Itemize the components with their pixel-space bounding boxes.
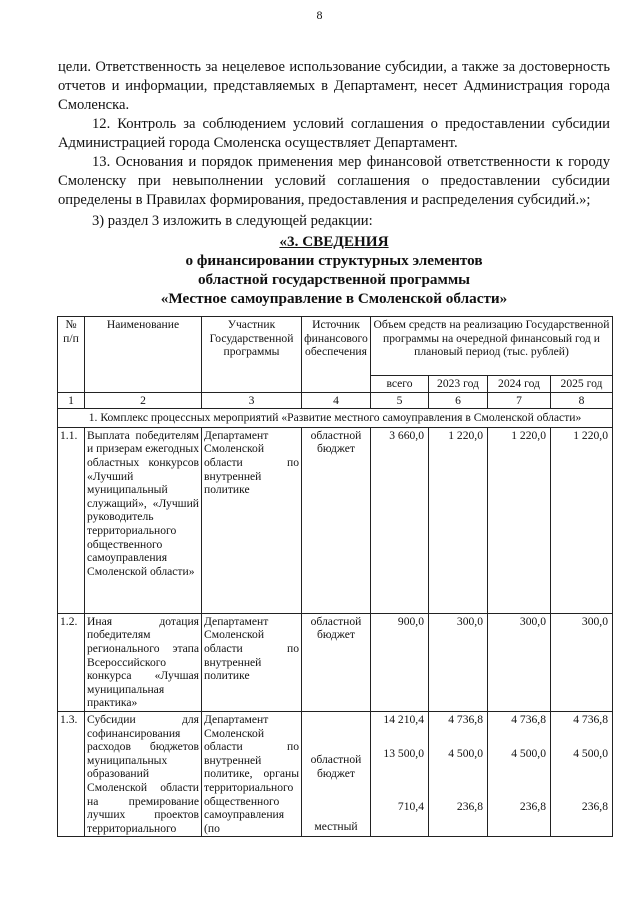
row-name: Выплата победителям и призерам ежегодных областных конкурсов «Лучший муниципальный служащий», «Лучший руководитель территориального общественного самоуправления Смоленской области» [85,427,202,613]
row-source-regional: областной бюджет [310,752,362,780]
header-2023: 2023 год [429,376,488,393]
row-2024-regional: 4 500,0 [511,746,546,760]
row-2024-local: 236,8 [519,800,546,814]
table-row [58,613,613,711]
row-total: 3 660,0 [371,427,429,613]
row-2025: 1 220,0 [551,427,613,613]
paragraph-section-3-edit: 3) раздел 3 изложить в следующей редакции: [92,213,373,229]
header-source: Источник финансового обеспечения [302,317,371,393]
table-header-row [58,317,613,376]
row-2024: 1 220,0 [488,427,551,613]
header-participant: Участник Государственной программы [202,317,302,393]
row-2023 [429,711,488,836]
row-2025-regional: 4 500,0 [573,746,608,760]
section-title: 1. Комплекс процессных мероприятий «Развитие местного самоуправления в Смоленской области» [58,409,613,428]
row-2025-sum: 4 736,8 [573,712,608,726]
heading-line-3: областной государственной программы [197,271,471,288]
paragraph-responsibility: цели. Ответственность за нецелевое использование субсидии, а также за достоверность отчетов и информации, представляемых в Департамент, несет Администрация города Смоленска. [58,59,610,113]
row-2023: 1 220,0 [429,427,488,613]
row-sources [302,711,371,836]
row-2023-sum: 4 736,8 [448,712,483,726]
row-participant: Департамент Смоленской области по внутренней политике [202,427,302,613]
row-source-local: местный [314,820,358,834]
row-participant: Департамент Смоленской области по внутренней политике, органы территориального общественного самоуправления (по [202,711,302,836]
heading-line-4: «Местное самоуправление в Смоленской области» [160,290,508,307]
heading-line-2: о финансировании структурных элементов [185,252,483,269]
row-2025: 300,0 [551,613,613,711]
column-number-row [58,392,613,409]
heading-line-1: «3. СВЕДЕНИЯ [279,233,389,250]
row-2023-regional: 4 500,0 [448,746,483,760]
header-num: № п/п [58,317,85,393]
col-number: 8 [551,392,613,409]
row-num: 1.2. [58,613,85,711]
row-total-sum: 14 210,4 [383,712,424,726]
row-source: областной бюджет [302,427,371,613]
header-total: всего [371,376,429,393]
row-2025-local: 236,8 [581,800,608,814]
row-num: 1.3. [58,711,85,836]
row-2023-local: 236,8 [456,800,483,814]
financing-table [57,316,613,837]
section-heading [58,232,610,308]
row-total-local: 710,4 [397,800,424,814]
table-row [58,427,613,613]
header-volume: Объем средств на реализацию Государственной программы на очередной финансовый год и плановый период (тыс. рублей) [371,317,613,376]
table-row [58,711,613,836]
header-2025: 2025 год [551,376,613,393]
header-name: Наименование [85,317,202,393]
row-num: 1.1. [58,427,85,613]
col-number: 3 [202,392,302,409]
row-name: Субсидии для софинансирования расходов бюджетов муниципальных образований Смоленской области на премирование лучших проектов территориального [85,711,202,836]
paragraph-13-grounds: 13. Основания и порядок применения мер финансовой ответственности к городу Смоленску при невыполнении условий соглашения о предоставлении субсидии определены в Правилах формирования, предоставления и распределения субсидий.»; [58,154,610,208]
col-number: 2 [85,392,202,409]
row-2024-sum: 4 736,8 [511,712,546,726]
header-2024: 2024 год [488,376,551,393]
row-source: областной бюджет [302,613,371,711]
col-number: 1 [58,392,85,409]
row-total: 900,0 [371,613,429,711]
row-2025 [551,711,613,836]
page-number: 8 [316,8,323,22]
row-total-regional: 13 500,0 [383,746,424,760]
paragraph-12-control: 12. Контроль за соблюдением условий соглашения о предоставлении субсидии Администрацией города Смоленска осуществляет Департамент. [58,116,610,151]
col-number: 6 [429,392,488,409]
row-2024 [488,711,551,836]
col-number: 5 [371,392,429,409]
row-participant: Департамент Смоленской области по внутренней политике [202,613,302,711]
row-total [371,711,429,836]
col-number: 7 [488,392,551,409]
col-number: 4 [302,392,371,409]
section-row [58,409,613,428]
row-2024: 300,0 [488,613,551,711]
row-name: Иная дотация победителям регионального этапа Всероссийского конкурса «Лучшая муниципальная практика» [85,613,202,711]
row-2023: 300,0 [429,613,488,711]
